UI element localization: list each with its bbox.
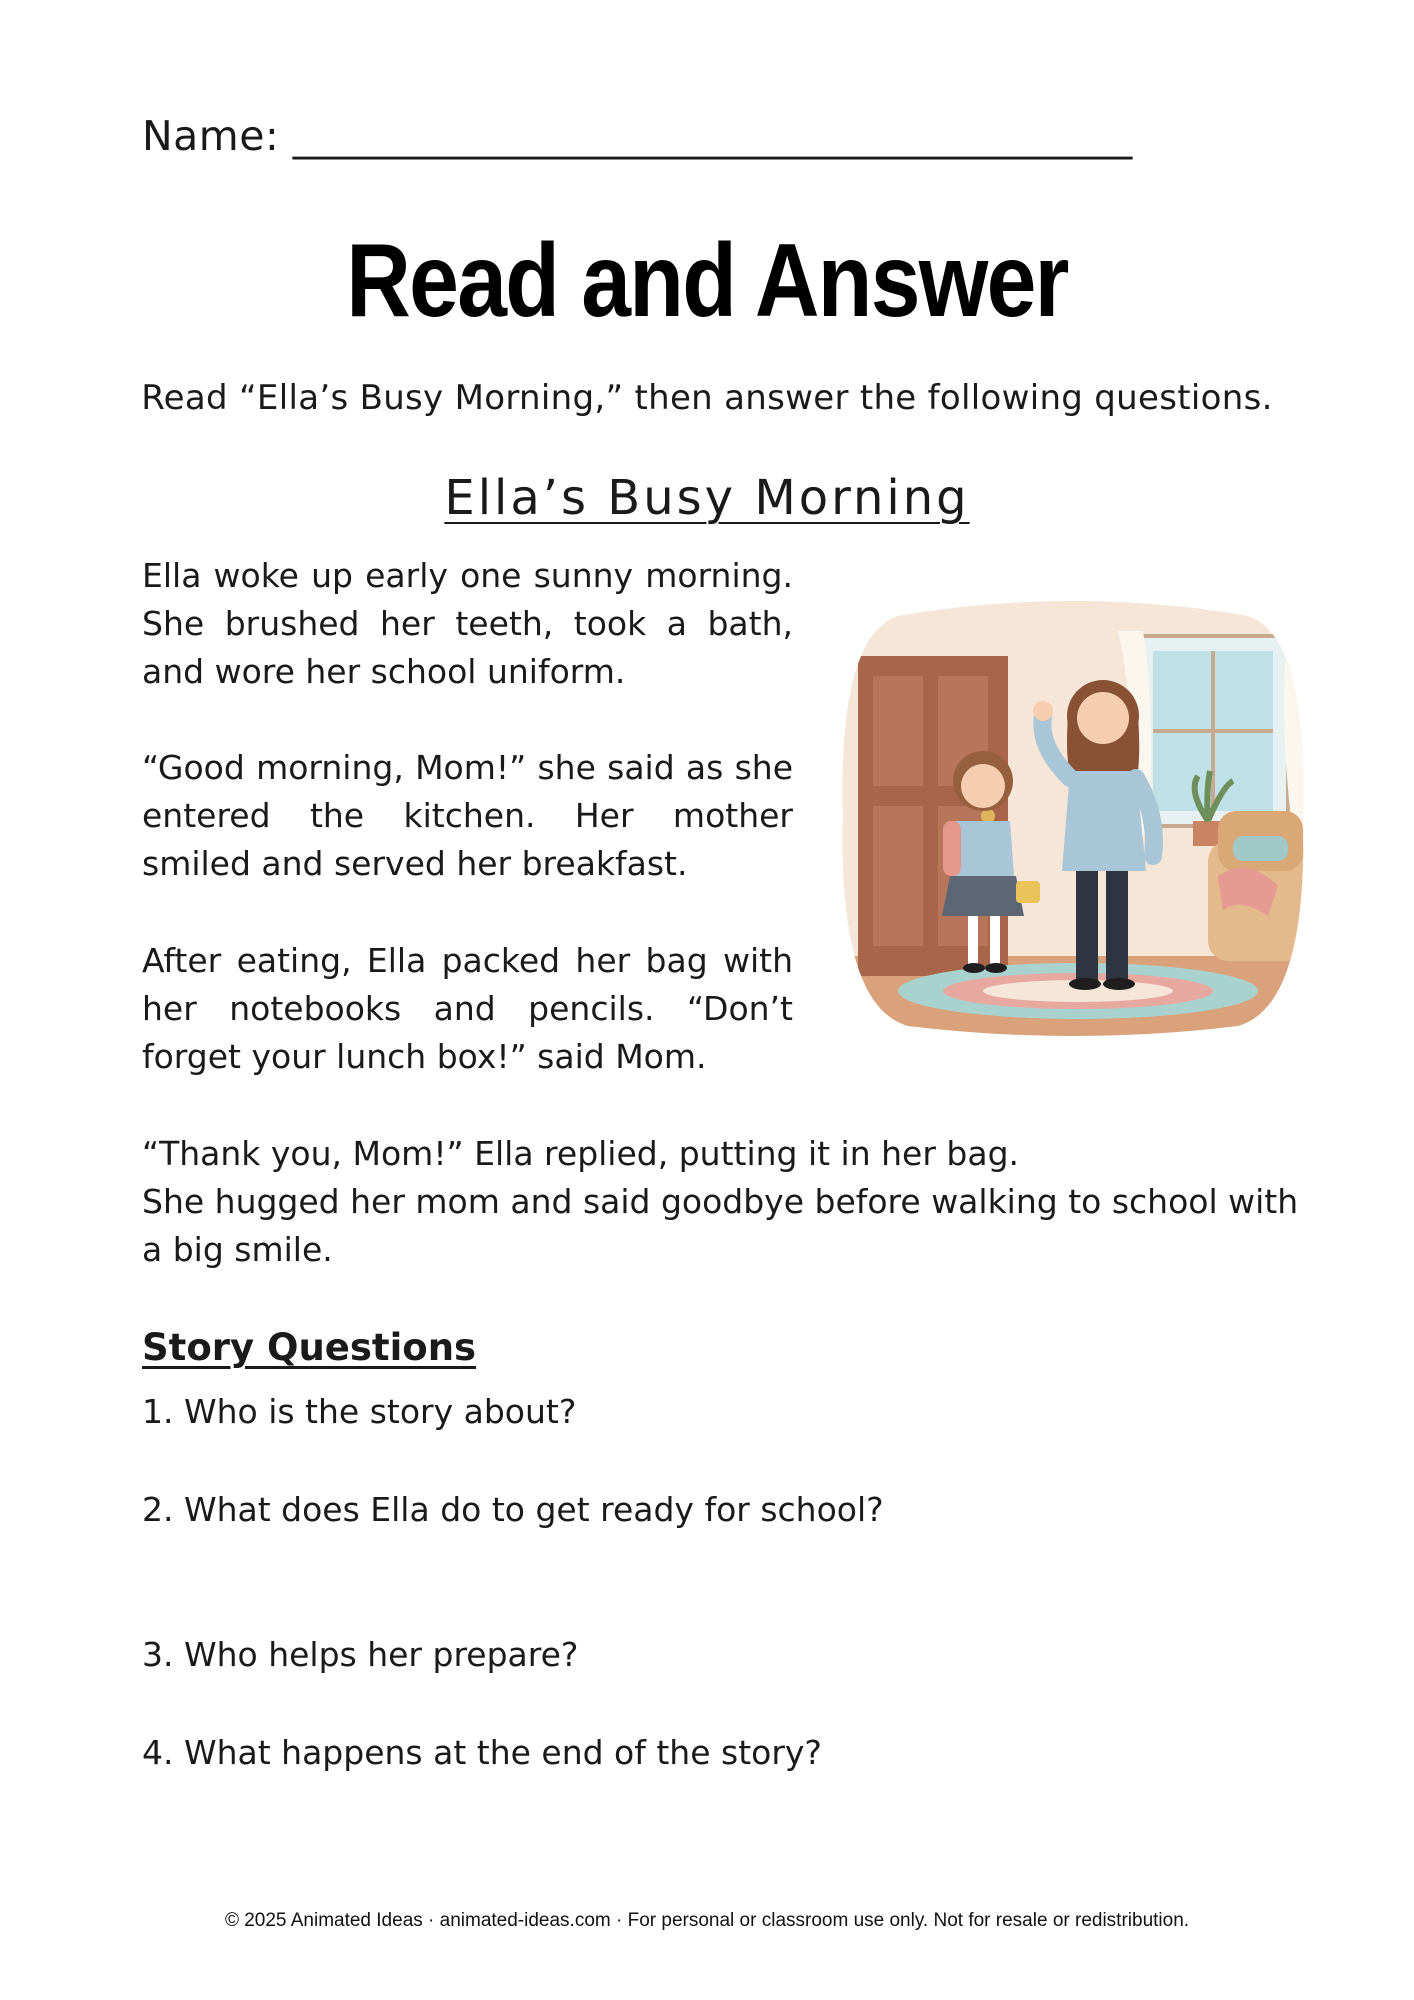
story-paragraph-4: “Thank you, Mom!” Ella replied, putting it in her bag.: [142, 1134, 1020, 1173]
story-paragraph-5: She hugged her mom and said goodbye before walking to school with a big smile.: [142, 1182, 1299, 1269]
story-paragraph-2: “Good morning, Mom!” she said as she entered the kitchen. Her mother smiled and served her breakfast.: [142, 748, 793, 883]
story-title: [0, 470, 1414, 526]
question-3: 3. Who helps her prepare?: [142, 1635, 579, 1674]
story-questions-heading: Story Questions: [142, 1326, 477, 1369]
instruction-text: Read “Ella’s Busy Morning,” then answer the following questions.: [141, 378, 1273, 418]
question-4: 4. What happens at the end of the story?: [142, 1733, 822, 1772]
page-title: Read and Answer: [346, 223, 1068, 339]
question-2: 2. What does Ella do to get ready for school?: [142, 1490, 884, 1529]
copyright-footer: © 2025 Animated Ideas · animated-ideas.com · For personal or classroom use only. Not for resale or redistribution.: [224, 1910, 1190, 1931]
story-paragraph-3: After eating, Ella packed her bag with her notebooks and pencils. “Don’t forget your lunch box!” said Mom.: [142, 941, 793, 1076]
question-1: 1. Who is the story about?: [142, 1392, 577, 1431]
story-illustration: [838, 596, 1308, 1036]
name-field-label[interactable]: Name: ________________________________________: [142, 112, 1133, 160]
ella-and-mom-illustration: [838, 596, 1308, 1036]
story-paragraph-1: Ella woke up early one sunny morning. She brushed her teeth, took a bath, and wore her school uniform.: [142, 556, 793, 691]
story-title-text: Ella’s Busy Morning: [444, 470, 970, 526]
